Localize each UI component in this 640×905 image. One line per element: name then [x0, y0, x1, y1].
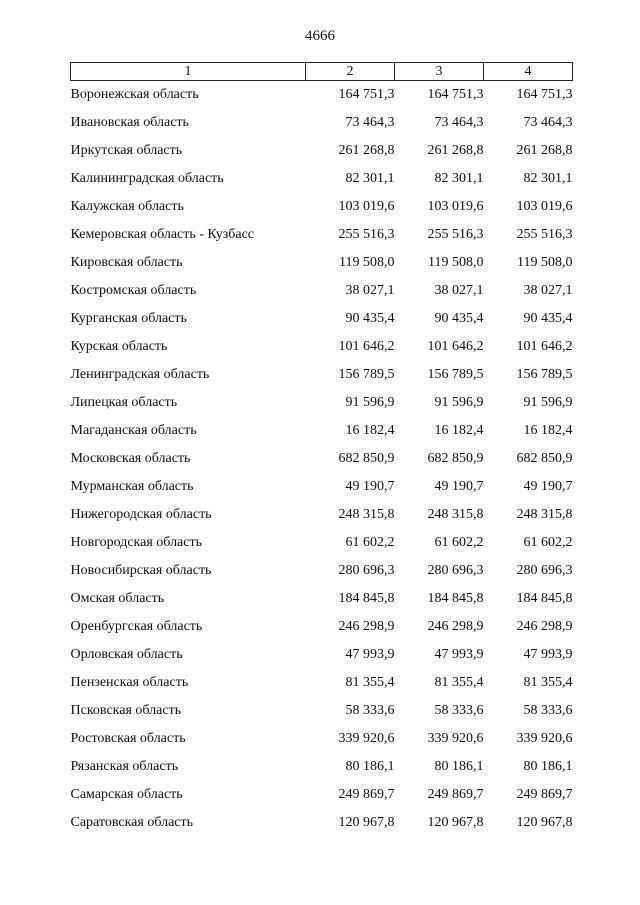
table-row: [71, 193, 573, 221]
value-cell-col2: 101 646,2: [338, 339, 395, 354]
value-cell-col3: 682 850,9: [427, 451, 484, 466]
value-cell-col4: 61 602,2: [523, 535, 573, 550]
value-cell-col2: 280 696,3: [338, 563, 395, 578]
value-cell-col4: 339 920,6: [516, 731, 573, 746]
value-cell-col3: 120 967,8: [427, 815, 484, 830]
column-header-3: 3: [395, 63, 484, 81]
value-cell-col4: 49 190,7: [523, 479, 573, 494]
value-cell-col4: 90 435,4: [523, 311, 573, 326]
value-cell-col4: 255 516,3: [516, 227, 573, 242]
table-row: [71, 305, 573, 333]
value-cell-col4: 58 333,6: [523, 703, 573, 718]
table-row: [71, 501, 573, 529]
region-cell: Ленинградская область: [70, 367, 210, 382]
region-cell: Магаданская область: [70, 423, 197, 438]
value-cell-col2: 246 298,9: [338, 619, 395, 634]
value-cell-col2: 249 869,7: [338, 787, 395, 802]
value-cell-col2: 261 268,8: [338, 143, 395, 158]
value-cell-col4: 101 646,2: [516, 339, 573, 354]
table-row: [71, 557, 573, 585]
value-cell-col2: 248 315,8: [338, 507, 395, 522]
region-cell: Ростовская область: [70, 731, 186, 746]
region-cell: Липецкая область: [70, 395, 178, 410]
value-cell-col3: 49 190,7: [434, 479, 484, 494]
value-cell-col2: 81 355,4: [345, 675, 395, 690]
region-table: [70, 62, 573, 837]
value-cell-col2: 255 516,3: [338, 227, 395, 242]
value-cell-col3: 73 464,3: [434, 115, 484, 130]
value-cell-col2: 91 596,9: [345, 395, 395, 410]
region-cell: Рязанская область: [70, 759, 179, 774]
value-cell-col4: 164 751,3: [516, 87, 573, 102]
value-cell-col2: 103 019,6: [338, 199, 395, 214]
region-cell: Калининградская область: [70, 171, 224, 186]
value-cell-col4: 248 315,8: [516, 507, 573, 522]
table-row: [71, 809, 573, 837]
value-cell-col4: 80 186,1: [523, 759, 573, 774]
value-cell-col3: 280 696,3: [427, 563, 484, 578]
value-cell-col4: 184 845,8: [516, 591, 573, 606]
region-cell: Кемеровская область - Кузбасс: [70, 227, 255, 242]
value-cell-col2: 120 967,8: [338, 815, 395, 830]
table-row: [71, 165, 573, 193]
region-cell: Ивановская область: [70, 115, 189, 130]
table-row: [71, 81, 573, 110]
region-cell: Новосибирская область: [70, 563, 212, 578]
table-header-row: [71, 63, 573, 81]
value-cell-col3: 119 508,0: [428, 255, 484, 270]
value-cell-col4: 246 298,9: [516, 619, 573, 634]
value-cell-col3: 249 869,7: [427, 787, 484, 802]
value-cell-col2: 90 435,4: [345, 311, 395, 326]
value-cell-col4: 81 355,4: [523, 675, 573, 690]
value-cell-col2: 339 920,6: [338, 731, 395, 746]
value-cell-col2: 119 508,0: [339, 255, 395, 270]
table-row: [71, 221, 573, 249]
value-cell-col3: 80 186,1: [434, 759, 484, 774]
value-cell-col4: 47 993,9: [523, 647, 573, 662]
column-header-4: 4: [484, 63, 573, 81]
value-cell-col2: 61 602,2: [345, 535, 395, 550]
table-row: [71, 585, 573, 613]
table-row: [71, 137, 573, 165]
table-row: [71, 613, 573, 641]
value-cell-col3: 261 268,8: [427, 143, 484, 158]
value-cell-col3: 164 751,3: [427, 87, 484, 102]
region-cell: Московская область: [70, 451, 191, 466]
region-cell: Нижегородская область: [70, 507, 212, 522]
value-cell-col4: 682 850,9: [516, 451, 573, 466]
table-row: [71, 725, 573, 753]
table-body: [71, 81, 573, 838]
value-cell-col3: 38 027,1: [434, 283, 484, 298]
column-header-1: 1: [71, 63, 306, 81]
table-row: [71, 529, 573, 557]
table-row: [71, 249, 573, 277]
value-cell-col2: 80 186,1: [345, 759, 395, 774]
value-cell-col4: 103 019,6: [516, 199, 573, 214]
value-cell-col4: 280 696,3: [516, 563, 573, 578]
value-cell-col3: 101 646,2: [427, 339, 484, 354]
region-cell: Псковская область: [70, 703, 182, 718]
table-row: [71, 389, 573, 417]
column-header-2: 2: [306, 63, 395, 81]
value-cell-col3: 16 182,4: [434, 423, 484, 438]
table-row: [71, 781, 573, 809]
value-cell-col3: 339 920,6: [427, 731, 484, 746]
value-cell-col4: 16 182,4: [523, 423, 573, 438]
region-cell: Саратовская область: [70, 815, 194, 830]
region-cell: Кировская область: [70, 255, 183, 270]
value-cell-col4: 82 301,1: [523, 171, 573, 186]
value-cell-col3: 47 993,9: [434, 647, 484, 662]
table-row: [71, 333, 573, 361]
table-row: [71, 277, 573, 305]
value-cell-col3: 103 019,6: [427, 199, 484, 214]
table-row: [71, 445, 573, 473]
region-cell: Омская область: [70, 591, 165, 606]
value-cell-col2: 82 301,1: [345, 171, 395, 186]
value-cell-col3: 58 333,6: [434, 703, 484, 718]
value-cell-col4: 73 464,3: [523, 115, 573, 130]
value-cell-col2: 184 845,8: [338, 591, 395, 606]
page-number: 4666: [305, 28, 335, 44]
table-row: [71, 753, 573, 781]
region-cell: Костромская область: [70, 283, 197, 298]
value-cell-col4: 38 027,1: [523, 283, 573, 298]
value-cell-col3: 248 315,8: [427, 507, 484, 522]
region-cell: Самарская область: [70, 787, 183, 802]
value-cell-col3: 246 298,9: [427, 619, 484, 634]
value-cell-col4: 120 967,8: [516, 815, 573, 830]
value-cell-col2: 73 464,3: [345, 115, 395, 130]
value-cell-col3: 90 435,4: [434, 311, 484, 326]
value-cell-col4: 261 268,8: [516, 143, 573, 158]
region-cell: Калужская область: [70, 199, 184, 214]
value-cell-col3: 255 516,3: [427, 227, 484, 242]
value-cell-col2: 58 333,6: [345, 703, 395, 718]
region-cell: Новгородская область: [70, 535, 202, 550]
region-cell: Оренбургская область: [70, 619, 203, 634]
value-cell-col2: 38 027,1: [345, 283, 395, 298]
value-cell-col4: 156 789,5: [516, 367, 573, 382]
value-cell-col3: 81 355,4: [434, 675, 484, 690]
table-row: [71, 641, 573, 669]
value-cell-col3: 91 596,9: [434, 395, 484, 410]
region-cell: Иркутская область: [70, 143, 183, 158]
value-cell-col2: 156 789,5: [338, 367, 395, 382]
region-cell: Пензенская область: [70, 675, 189, 690]
value-cell-col3: 156 789,5: [427, 367, 484, 382]
region-cell: Мурманская область: [70, 479, 194, 494]
value-cell-col2: 682 850,9: [338, 451, 395, 466]
value-cell-col3: 184 845,8: [427, 591, 484, 606]
value-cell-col4: 249 869,7: [516, 787, 573, 802]
table-row: [71, 417, 573, 445]
value-cell-col4: 91 596,9: [523, 395, 573, 410]
value-cell-col3: 61 602,2: [434, 535, 484, 550]
table-row: [71, 669, 573, 697]
value-cell-col4: 119 508,0: [517, 255, 573, 270]
region-cell: Курганская область: [70, 311, 187, 326]
value-cell-col2: 16 182,4: [345, 423, 395, 438]
table-row: [71, 697, 573, 725]
region-cell: Воронежская область: [70, 87, 199, 102]
region-cell: Орловская область: [70, 647, 183, 662]
value-cell-col2: 47 993,9: [345, 647, 395, 662]
value-cell-col2: 49 190,7: [345, 479, 395, 494]
value-cell-col2: 164 751,3: [338, 87, 395, 102]
value-cell-col3: 82 301,1: [434, 171, 484, 186]
table-row: [71, 361, 573, 389]
region-cell: Курская область: [70, 339, 168, 354]
table-row: [71, 109, 573, 137]
table-row: [71, 473, 573, 501]
